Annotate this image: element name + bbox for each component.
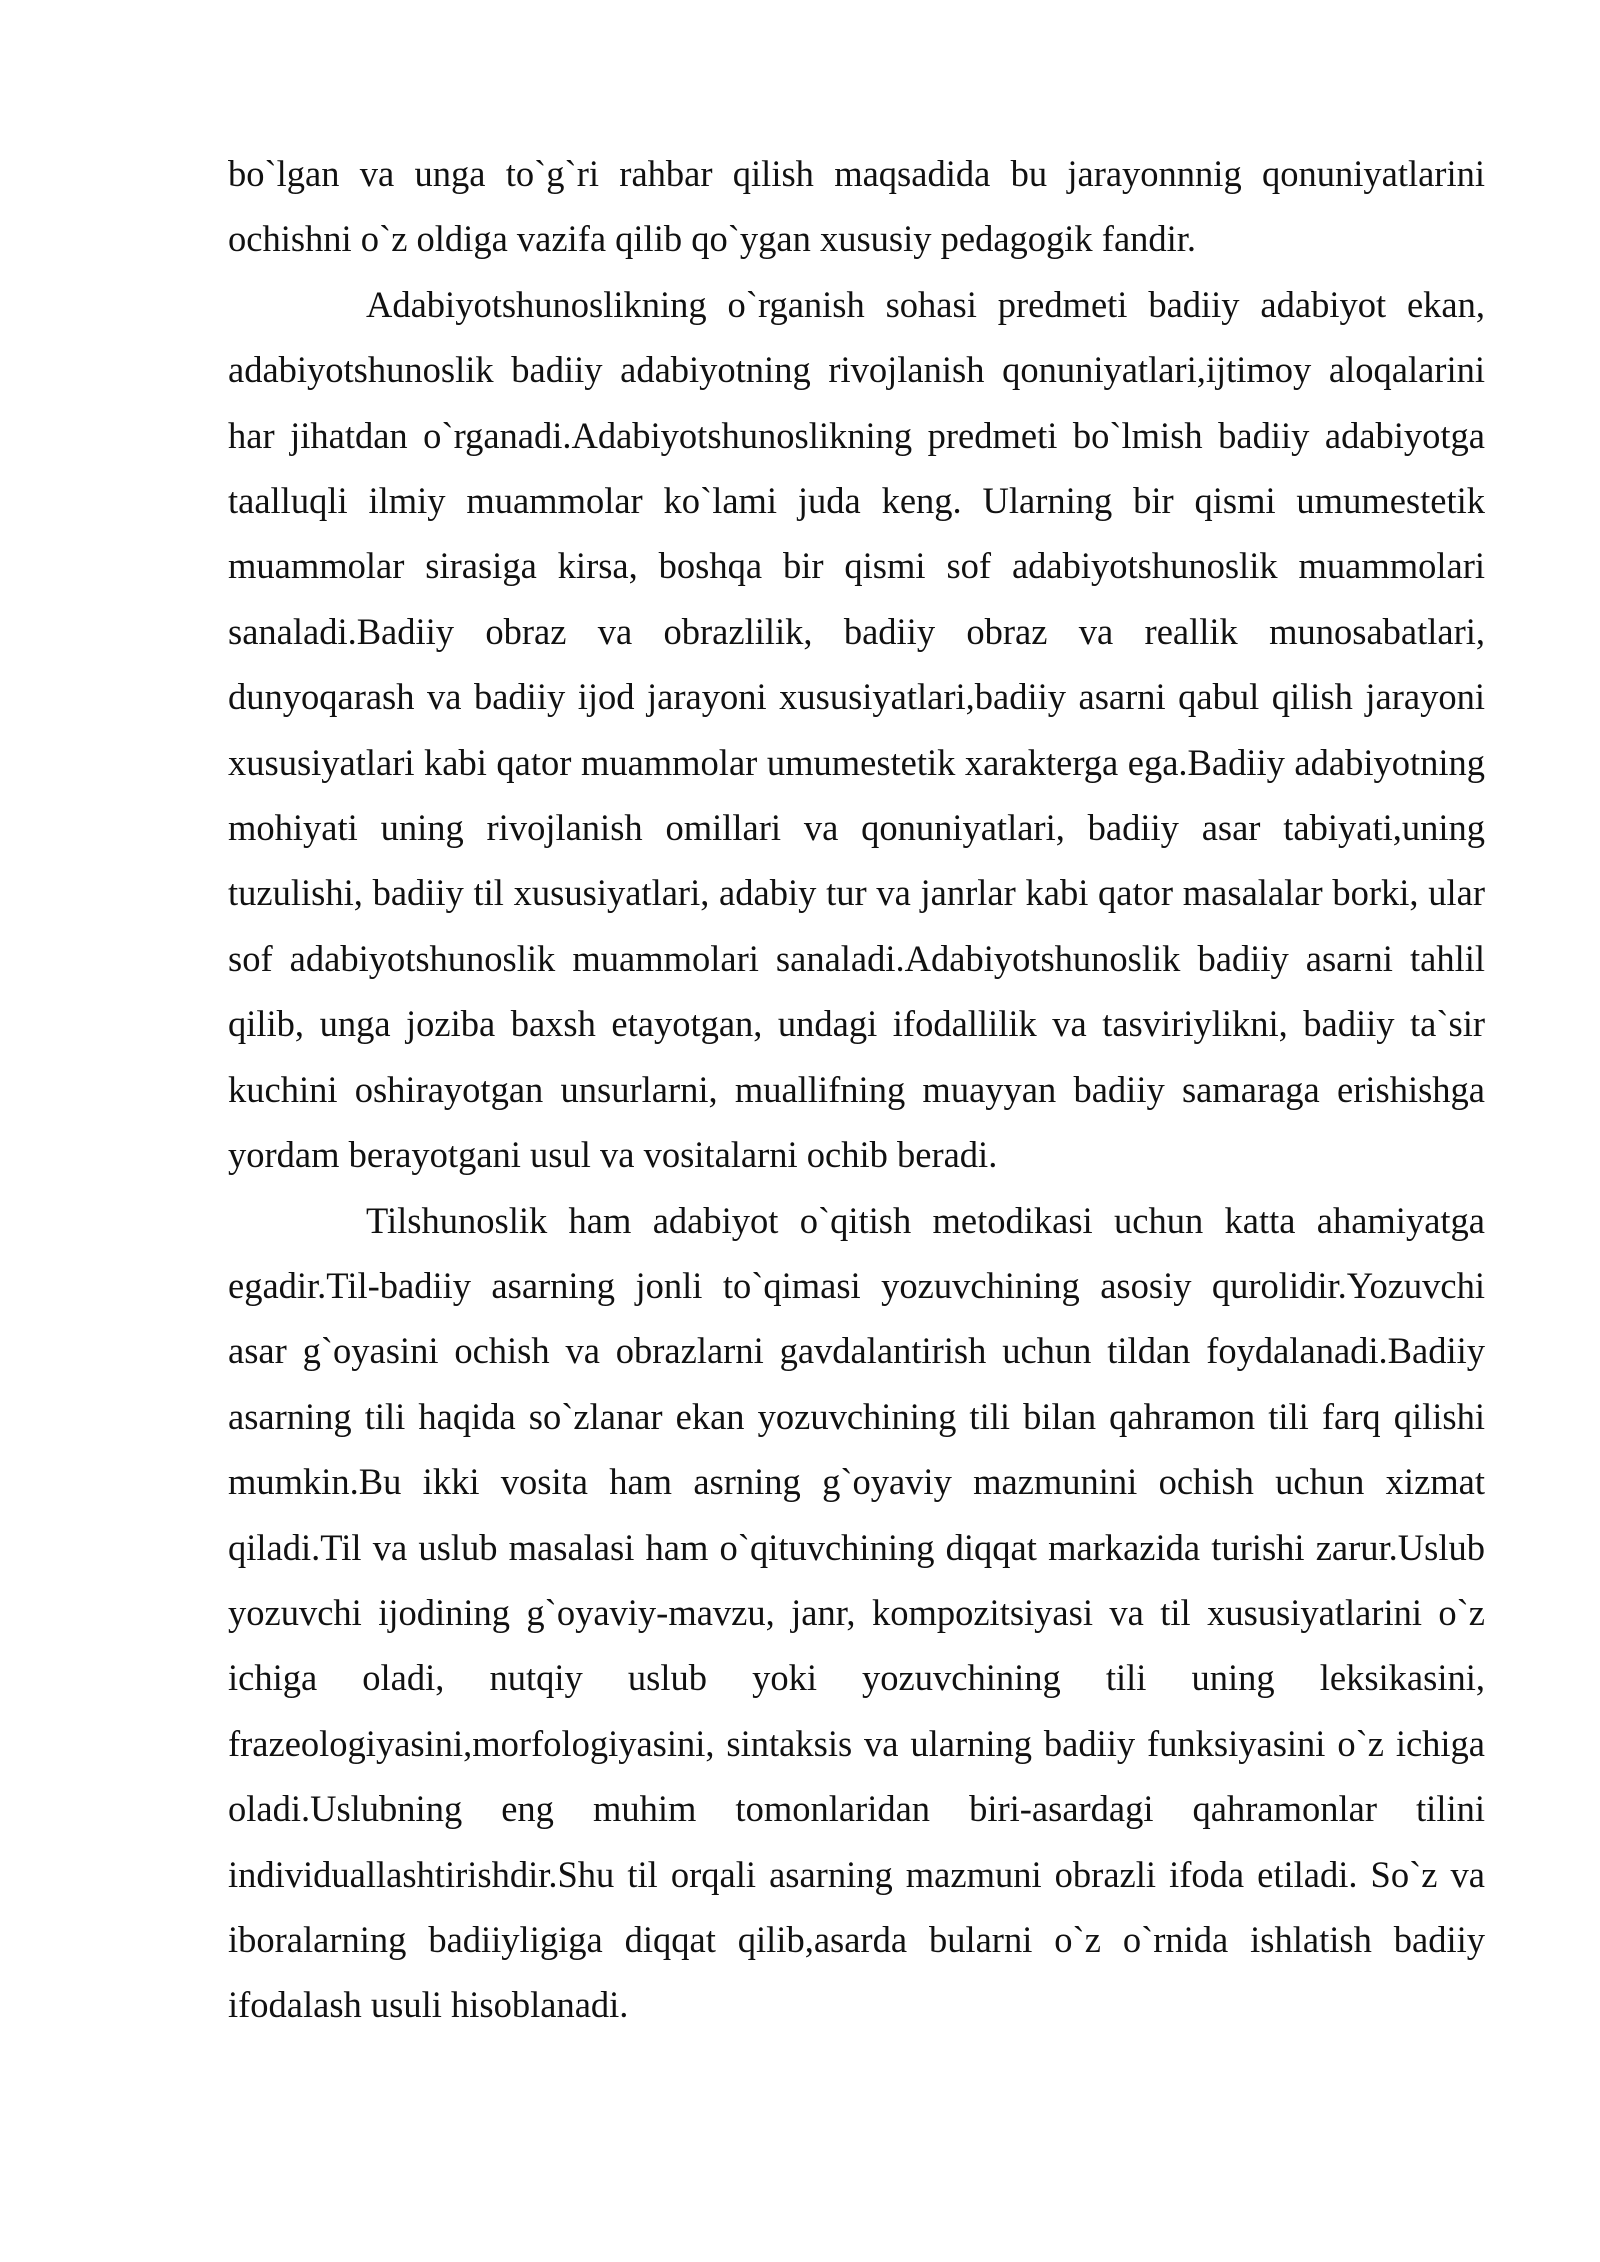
paragraph-2: Adabiyotshunoslikning o`rganish sohasi predmeti badiiy adabiyot ekan, adabiyotshunoslik badiiy adabiyotning rivojlanish qonuniyatlari,ijtimoy aloqalarini har jihatdan o`rganadi.Adabiyotshunoslikning predmeti bo`lmish badiiy adabiyotga taalluqli ilmiy muammolar ko`lami juda keng. Ularning bir qismi umumestetik muammolar sirasiga kirsa, boshqa bir qismi sof adabiyotshunoslik muammolari sanaladi.Badiiy obraz va obrazlilik, badiiy obraz va reallik munosabatlari, dunyoqarash va badiiy ijod jarayoni xususiyatlari,badiiy asarni qabul qilish jarayoni xususiyatlari kabi qator muammolar umumestetik xarakterga ega.Badiiy adabiyotning mohiyati uning rivojlanish omillari va qonuniyatlari, badiiy asar tabiyati,uning tuzulishi, badiiy til xususiyatlari, adabiy tur va janrlar kabi qator masalalar borki, ular sof adabiyotshunoslik muammolari sanaladi.Adabiyotshunoslik badiiy asarni tahlil qilib, unga joziba baxsh etayotgan, undagi ifodallilik va tasviriylikni, badiiy ta`sir kuchini oshirayotgan unsurlarni, muallifning muayyan badiiy samaraga erishishga yordam berayotgani usul va vositalarni ochib beradi. bbox=[228, 283, 1485, 1176]
paragraph-3: Tilshunoslik ham adabiyot o`qitish metodikasi uchun katta ahamiyatga egadir.Til-badiiy asarning jonli to`qimasi yozuvchining asosiy qurolidir.Yozuvchi asar g`oyasini ochish va obrazlarni gavdalantirish uchun tildan foydalanadi.Badiiy asarning tili haqida so`zlanar ekan yozuvchining tili bilan qahramon tili farq qilishi mumkin.Bu ikki vosita ham asrning g`oyaviy mazmunini ochish uchun xizmat qiladi.Til va uslub masalasi ham o`qituvchining diqqat markazida turishi zarur.Uslub yozuvchi ijodining g`oyaviy-mavzu, janr, kompozitsiyasi va til xususiyatlarini o`z ichiga oladi, nutqiy uslub yoki yozuvchining tili uning leksikasini, frazeologiyasini,morfologiyasini, sintaksis va ularning badiiy funksiyasini o`z ichiga oladi.Uslubning eng muhim tomonlaridan biri-asardagi qahramonlar tilini individuallashtirishdir.Shu til orqali asarning mazmuni obrazli ifoda etiladi. So`z va iboralarning badiiyligiga diqqat qilib,asarda bularni o`z o`rnida ishlatish badiiy ifodalash usuli hisoblanadi. bbox=[228, 1199, 1485, 2026]
paragraph-1: bo`lgan va unga to`g`ri rahbar qilish maqsadida bu jarayonnnig qonuniyatlarini ochishni o`z oldiga vazifa qilib qo`ygan xususiy pedagogik fandir. bbox=[228, 153, 1485, 260]
body-text bbox=[228, 141, 1485, 2038]
